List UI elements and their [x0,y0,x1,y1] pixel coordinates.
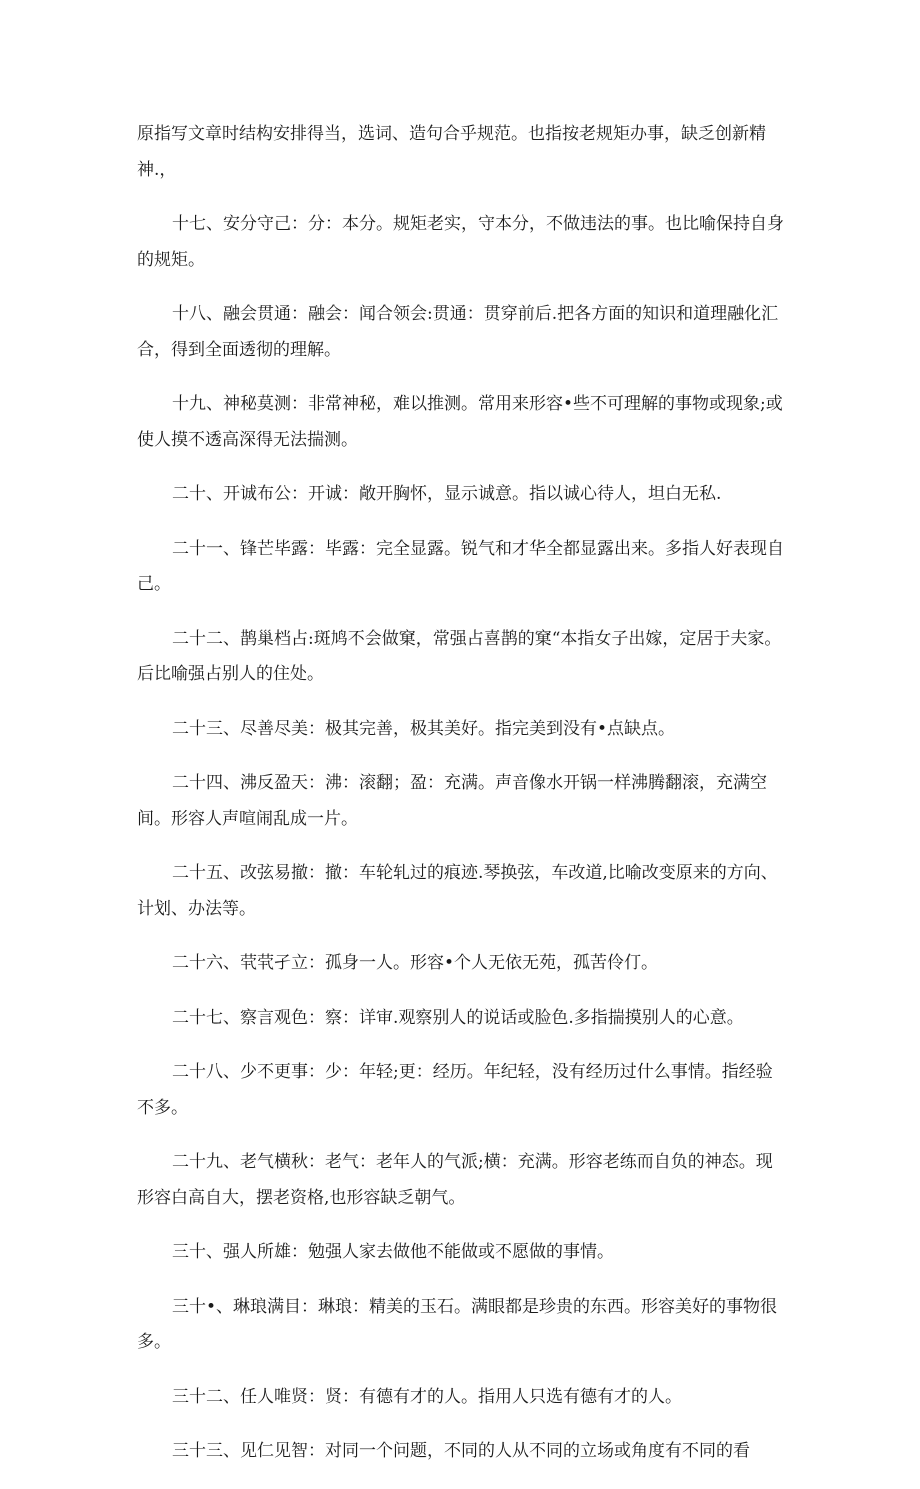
paragraph-idiom-21: 二十一、锋芒毕露：毕露：完全显露。锐气和才华全都显露出来。多指人好表现自己。 [137,538,784,594]
paragraph-idiom-19: 十九、神秘莫测：非常神秘，难以推测。常用来形容•些不可理解的事物或现象;或使人摸不透高深得无法揣测。 [137,394,783,450]
paragraph-idiom-30: 三十、强人所雄：勉强人家去做他不能做或不愿做的事情。 [172,1242,614,1262]
document-body [137,117,785,1489]
paragraph-idiom-20: 二十、开诚布公：开诚：敞开胸怀，显示诚意。指以诚心待人，坦白无私. [172,484,722,504]
paragraph-idiom-23: 二十三、尽善尽美：极其完善，极其美好。指完美到没有•点缺点。 [172,718,676,739]
paragraph-idiom-28: 二十八、少不更事：少：年轻;更：经历。年纪轻，没有经历过什么事情。指经验不多。 [137,1062,773,1118]
paragraph-idiom-22: 二十二、鹊巢档占:斑鸠不会做窠，常强占喜鹊的窠“本指女子出嫁，定居于夫家。后比喻强占别人的住处。 [137,628,782,684]
paragraph-idiom-32: 三十二、任人唯贤：贤：有德有才的人。指用人只选有德有才的人。 [172,1386,682,1407]
paragraph-idiom-17: 十七、安分守己：分：本分。规矩老实，守本分，不做违法的事。也比喻保持自身的规矩。 [137,214,784,270]
paragraph-idiom-29: 二十九、老气横秋：老气：老年人的气派;横：充满。形容老练而自负的神态。现形容白高自大，摆老资格,也形容缺乏朝气。 [137,1152,773,1208]
paragraph-continuation: 原指写文章时结构安排得当，选词、造句合乎规范。也指按老规矩办事，缺乏创新精神.， [137,124,766,180]
paragraph-idiom-18: 十八、融会贯通：融会：闻合领会:贯通：贯穿前后.把各方面的知识和道理融化汇合，得到全面透彻的理解。 [137,304,779,360]
paragraph-idiom-31: 三十•、琳琅满目：琳琅：精美的玉石。满眼都是珍贵的东西。形容美好的事物很多。 [137,1296,778,1352]
paragraph-idiom-33: 三十三、见仁见智：对同一个问题，不同的人从不同的立场或角度有不同的看 [172,1441,750,1461]
paragraph-idiom-24: 二十四、沸反盈天：沸：滚翻；盈：充满。声音像水开锅一样沸腾翻滚，充满空间。形容人声喧闹乱成一片。 [137,773,767,829]
paragraph-idiom-25: 二十五、改弦易撤：撤：车轮轧过的痕迹.琴换弦，车改道,比喻改变原来的方向、计划、办法等。 [137,863,778,919]
paragraph-idiom-27: 二十七、察言观色：察：详审.观察别人的说话或脸色.多指揣摸别人的心意。 [172,1007,744,1028]
paragraph-idiom-26: 二十六、茕茕孑立：孤身一人。形容•个人无依无苑，孤苦伶仃。 [172,953,659,973]
